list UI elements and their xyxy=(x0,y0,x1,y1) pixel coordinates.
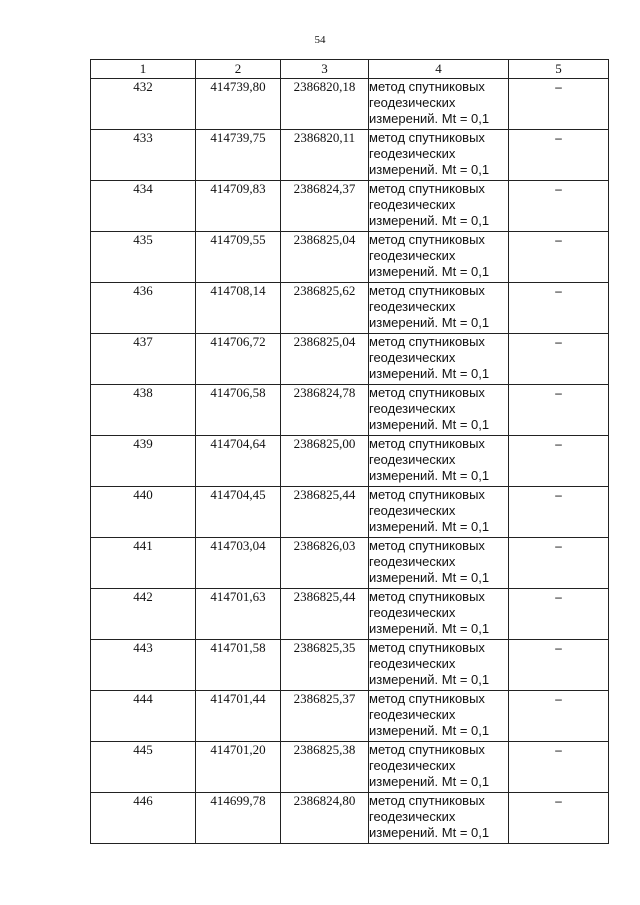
coord-x: 414709,55 xyxy=(196,232,281,283)
method-line-3: измерений. Mt = 0,1 xyxy=(369,825,490,840)
coord-x: 414703,04 xyxy=(196,538,281,589)
coord-x: 414704,45 xyxy=(196,487,281,538)
method-line-1: метод спутниковых xyxy=(369,181,485,196)
coord-y: 2386820,18 xyxy=(281,79,369,130)
table-row xyxy=(91,793,609,844)
coordinates-table xyxy=(90,59,609,844)
method-line-1: метод спутниковых xyxy=(369,232,485,247)
method-description xyxy=(369,691,509,742)
method-line-1: метод спутниковых xyxy=(369,334,485,349)
method-line-2: геодезических xyxy=(369,146,456,161)
method-line-1: метод спутниковых xyxy=(369,283,485,298)
coord-y: 2386825,35 xyxy=(281,640,369,691)
coord-y: 2386824,37 xyxy=(281,181,369,232)
point-number: 442 xyxy=(91,589,196,640)
method-line-1: метод спутниковых xyxy=(369,130,485,145)
point-number: 432 xyxy=(91,79,196,130)
method-line-3: измерений. Mt = 0,1 xyxy=(369,774,490,789)
method-line-3: измерений. Mt = 0,1 xyxy=(369,162,490,177)
header-col-5: 5 xyxy=(509,60,609,79)
coord-x: 414701,58 xyxy=(196,640,281,691)
method-line-1: метод спутниковых xyxy=(369,385,485,400)
coord-x: 414704,64 xyxy=(196,436,281,487)
method-description xyxy=(369,487,509,538)
method-line-2: геодезических xyxy=(369,248,456,263)
method-line-3: измерений. Mt = 0,1 xyxy=(369,264,490,279)
dash-cell: – xyxy=(509,589,609,640)
method-line-3: измерений. Mt = 0,1 xyxy=(369,213,490,228)
method-line-2: геодезических xyxy=(369,809,456,824)
point-number: 437 xyxy=(91,334,196,385)
coord-x: 414706,72 xyxy=(196,334,281,385)
dash-cell: – xyxy=(509,130,609,181)
method-line-1: метод спутниковых xyxy=(369,79,485,94)
coord-y: 2386825,44 xyxy=(281,589,369,640)
dash-cell: – xyxy=(509,691,609,742)
method-line-3: измерений. Mt = 0,1 xyxy=(369,111,490,126)
header-col-4: 4 xyxy=(369,60,509,79)
method-line-3: измерений. Mt = 0,1 xyxy=(369,570,490,585)
table-body xyxy=(91,79,609,844)
coord-x: 414739,75 xyxy=(196,130,281,181)
method-description xyxy=(369,538,509,589)
method-line-2: геодезических xyxy=(369,554,456,569)
coord-x: 414709,83 xyxy=(196,181,281,232)
coord-y: 2386820,11 xyxy=(281,130,369,181)
table-row xyxy=(91,436,609,487)
table-row xyxy=(91,79,609,130)
point-number: 443 xyxy=(91,640,196,691)
method-line-2: геодезических xyxy=(369,299,456,314)
table-row xyxy=(91,130,609,181)
table-row xyxy=(91,385,609,436)
coord-x: 414708,14 xyxy=(196,283,281,334)
method-description xyxy=(369,589,509,640)
table-row xyxy=(91,487,609,538)
method-line-3: измерений. Mt = 0,1 xyxy=(369,621,490,636)
method-line-1: метод спутниковых xyxy=(369,538,485,553)
method-line-3: измерений. Mt = 0,1 xyxy=(369,315,490,330)
method-line-2: геодезических xyxy=(369,350,456,365)
method-description xyxy=(369,181,509,232)
dash-cell: – xyxy=(509,283,609,334)
coord-y: 2386826,03 xyxy=(281,538,369,589)
coord-x: 414699,78 xyxy=(196,793,281,844)
coord-x: 414701,20 xyxy=(196,742,281,793)
page-number: 54 xyxy=(314,34,326,46)
header-col-2: 2 xyxy=(196,60,281,79)
point-number: 436 xyxy=(91,283,196,334)
point-number: 444 xyxy=(91,691,196,742)
coord-y: 2386825,62 xyxy=(281,283,369,334)
method-description xyxy=(369,793,509,844)
point-number: 438 xyxy=(91,385,196,436)
method-description xyxy=(369,232,509,283)
coord-x: 414706,58 xyxy=(196,385,281,436)
method-line-1: метод спутниковых xyxy=(369,691,485,706)
method-line-2: геодезических xyxy=(369,197,456,212)
method-line-1: метод спутниковых xyxy=(369,436,485,451)
table-row xyxy=(91,538,609,589)
coord-y: 2386825,38 xyxy=(281,742,369,793)
method-line-2: геодезических xyxy=(369,452,456,467)
header-col-1: 1 xyxy=(91,60,196,79)
table-row xyxy=(91,640,609,691)
method-line-2: геодезических xyxy=(369,605,456,620)
method-line-3: измерений. Mt = 0,1 xyxy=(369,417,490,432)
dash-cell: – xyxy=(509,181,609,232)
table-row xyxy=(91,589,609,640)
method-line-2: геодезических xyxy=(369,656,456,671)
table-row xyxy=(91,334,609,385)
coord-y: 2386825,00 xyxy=(281,436,369,487)
point-number: 441 xyxy=(91,538,196,589)
method-line-2: геодезических xyxy=(369,758,456,773)
method-description xyxy=(369,79,509,130)
coord-y: 2386825,04 xyxy=(281,334,369,385)
table-row xyxy=(91,283,609,334)
table-row xyxy=(91,232,609,283)
dash-cell: – xyxy=(509,793,609,844)
method-description xyxy=(369,130,509,181)
dash-cell: – xyxy=(509,334,609,385)
method-line-1: метод спутниковых xyxy=(369,589,485,604)
method-line-3: измерений. Mt = 0,1 xyxy=(369,468,490,483)
dash-cell: – xyxy=(509,436,609,487)
method-line-2: геодезических xyxy=(369,401,456,416)
point-number: 435 xyxy=(91,232,196,283)
method-description xyxy=(369,283,509,334)
table-row xyxy=(91,691,609,742)
method-line-1: метод спутниковых xyxy=(369,487,485,502)
header-col-3: 3 xyxy=(281,60,369,79)
coord-y: 2386824,80 xyxy=(281,793,369,844)
dash-cell: – xyxy=(509,538,609,589)
method-description xyxy=(369,334,509,385)
dash-cell: – xyxy=(509,385,609,436)
dash-cell: – xyxy=(509,487,609,538)
coord-x: 414701,44 xyxy=(196,691,281,742)
method-line-3: измерений. Mt = 0,1 xyxy=(369,519,490,534)
method-description xyxy=(369,385,509,436)
method-description xyxy=(369,436,509,487)
method-description xyxy=(369,742,509,793)
coord-y: 2386825,44 xyxy=(281,487,369,538)
header-row xyxy=(91,60,609,79)
method-line-3: измерений. Mt = 0,1 xyxy=(369,723,490,738)
point-number: 446 xyxy=(91,793,196,844)
coord-x: 414701,63 xyxy=(196,589,281,640)
method-line-2: геодезических xyxy=(369,707,456,722)
dash-cell: – xyxy=(509,79,609,130)
coord-y: 2386824,78 xyxy=(281,385,369,436)
method-line-1: метод спутниковых xyxy=(369,793,485,808)
point-number: 439 xyxy=(91,436,196,487)
method-line-2: геодезических xyxy=(369,503,456,518)
dash-cell: – xyxy=(509,232,609,283)
method-line-2: геодезических xyxy=(369,95,456,110)
point-number: 433 xyxy=(91,130,196,181)
method-line-1: метод спутниковых xyxy=(369,640,485,655)
coord-y: 2386825,04 xyxy=(281,232,369,283)
point-number: 445 xyxy=(91,742,196,793)
point-number: 434 xyxy=(91,181,196,232)
point-number: 440 xyxy=(91,487,196,538)
method-line-3: измерений. Mt = 0,1 xyxy=(369,366,490,381)
table-row xyxy=(91,181,609,232)
method-line-1: метод спутниковых xyxy=(369,742,485,757)
dash-cell: – xyxy=(509,742,609,793)
method-line-3: измерений. Mt = 0,1 xyxy=(369,672,490,687)
table-row xyxy=(91,742,609,793)
method-description xyxy=(369,640,509,691)
dash-cell: – xyxy=(509,640,609,691)
coord-x: 414739,80 xyxy=(196,79,281,130)
coord-y: 2386825,37 xyxy=(281,691,369,742)
